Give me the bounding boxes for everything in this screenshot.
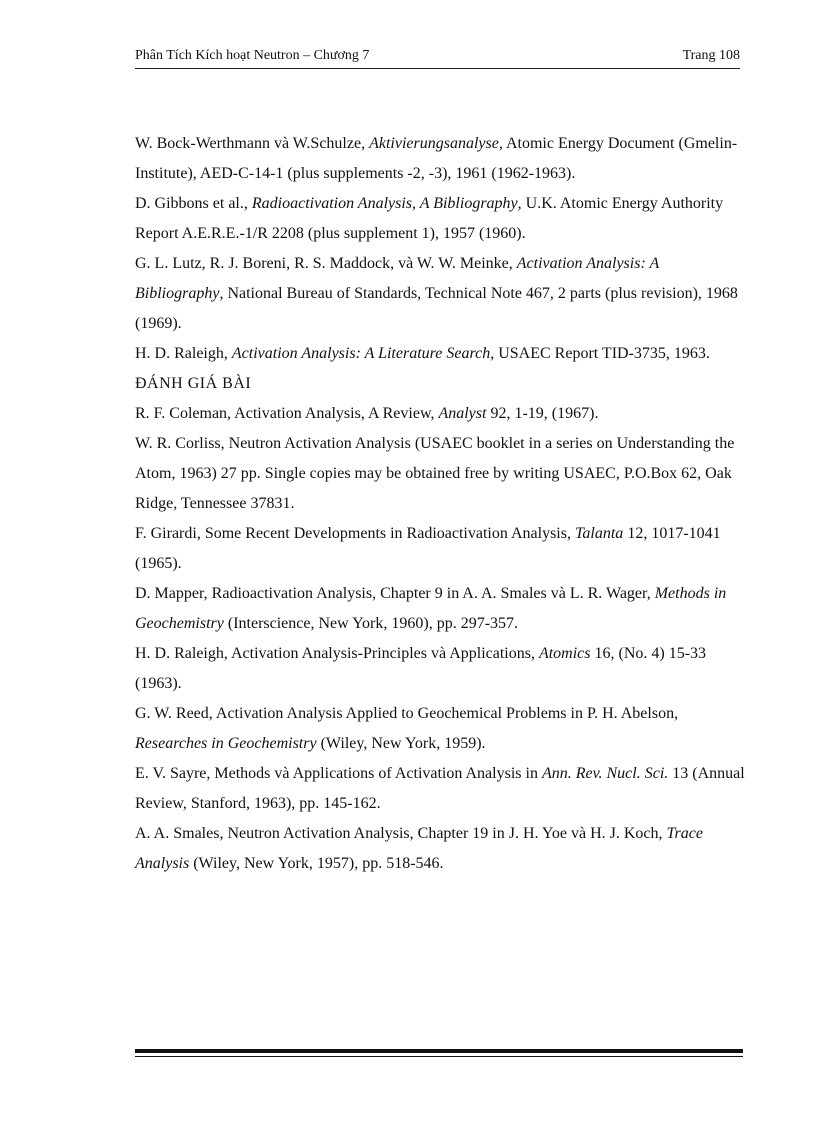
reference-entry: G. L. Lutz, R. J. Boreni, R. S. Maddock, và W. W. Meinke, Activation Analysis: A Bibliography, National Bureau of Standards, Technical Note 467, 2 parts (plus revision), 1968 (1969). [135,255,738,332]
reference-entry: D. Mapper, Radioactivation Analysis, Chapter 9 in A. A. Smales và L. R. Wager, Methods in Geochemistry (Interscience, New York, 1960), pp. 297-357. [135,585,727,632]
reference-entry: H. D. Raleigh, Activation Analysis: A Literature Search, USAEC Report TID-3735, 1963. [135,345,710,362]
reference-entry: R. F. Coleman, Activation Analysis, A Review, Analyst 92, 1-19, (1967). [135,405,599,422]
page-header [135,47,740,65]
header-title: Phân Tích Kích hoạt Neutron – Chương 7 [135,48,370,63]
reference-entry: D. Gibbons et al., Radioactivation Analysis, A Bibliography, U.K. Atomic Energy Authority Report A.E.R.E.-1/R 2208 (plus supplement 1), 1957 (1960). [135,195,724,242]
header-divider [135,68,740,69]
reference-entry: A. A. Smales, Neutron Activation Analysis, Chapter 19 in J. H. Yoe và H. J. Koch, Trace Analysis (Wiley, New York, 1957), pp. 518-546. [135,825,703,872]
reference-entry: H. D. Raleigh, Activation Analysis-Principles và Applications, Atomics 16, (No. 4) 15-33 (1963). [135,645,707,692]
reference-entry: F. Girardi, Some Recent Developments in Radioactivation Analysis, Talanta 12, 1017-1041 (1965). [135,525,721,572]
footer-divider-thin [135,1056,743,1057]
reference-entry: G. W. Reed, Activation Analysis Applied to Geochemical Problems in P. H. Abelson, Researches in Geochemistry (Wiley, New York, 1959). [135,705,679,752]
bibliography-list-top [135,129,745,369]
bibliography-list-bottom [135,399,745,879]
reference-entry: E. V. Sayre, Methods và Applications of Activation Analysis in Ann. Rev. Nucl. Sci. 13 (Annual Review, Stanford, 1963), pp. 145-162. [135,765,745,812]
footer-divider-thick [135,1049,743,1053]
reference-entry: W. Bock-Werthmann và W.Schulze, Aktivierungsanalyse, Atomic Energy Document (Gmelin-Institute), AED-C-14-1 (plus supplements -2, -3), 1961 (1962-1963). [135,135,738,182]
bibliography-content [135,129,745,879]
section-heading: ĐÁNH GIÁ BÀI [135,375,252,392]
reference-entry: W. R. Corliss, Neutron Activation Analysis (USAEC booklet in a series on Understanding the Atom, 1963) 27 pp. Single copies may be obtained free by writing USAEC, P.O.Box 62, Oak Ridge, Tennessee 37831. [135,435,735,512]
page-number: Trang 108 [682,48,740,63]
